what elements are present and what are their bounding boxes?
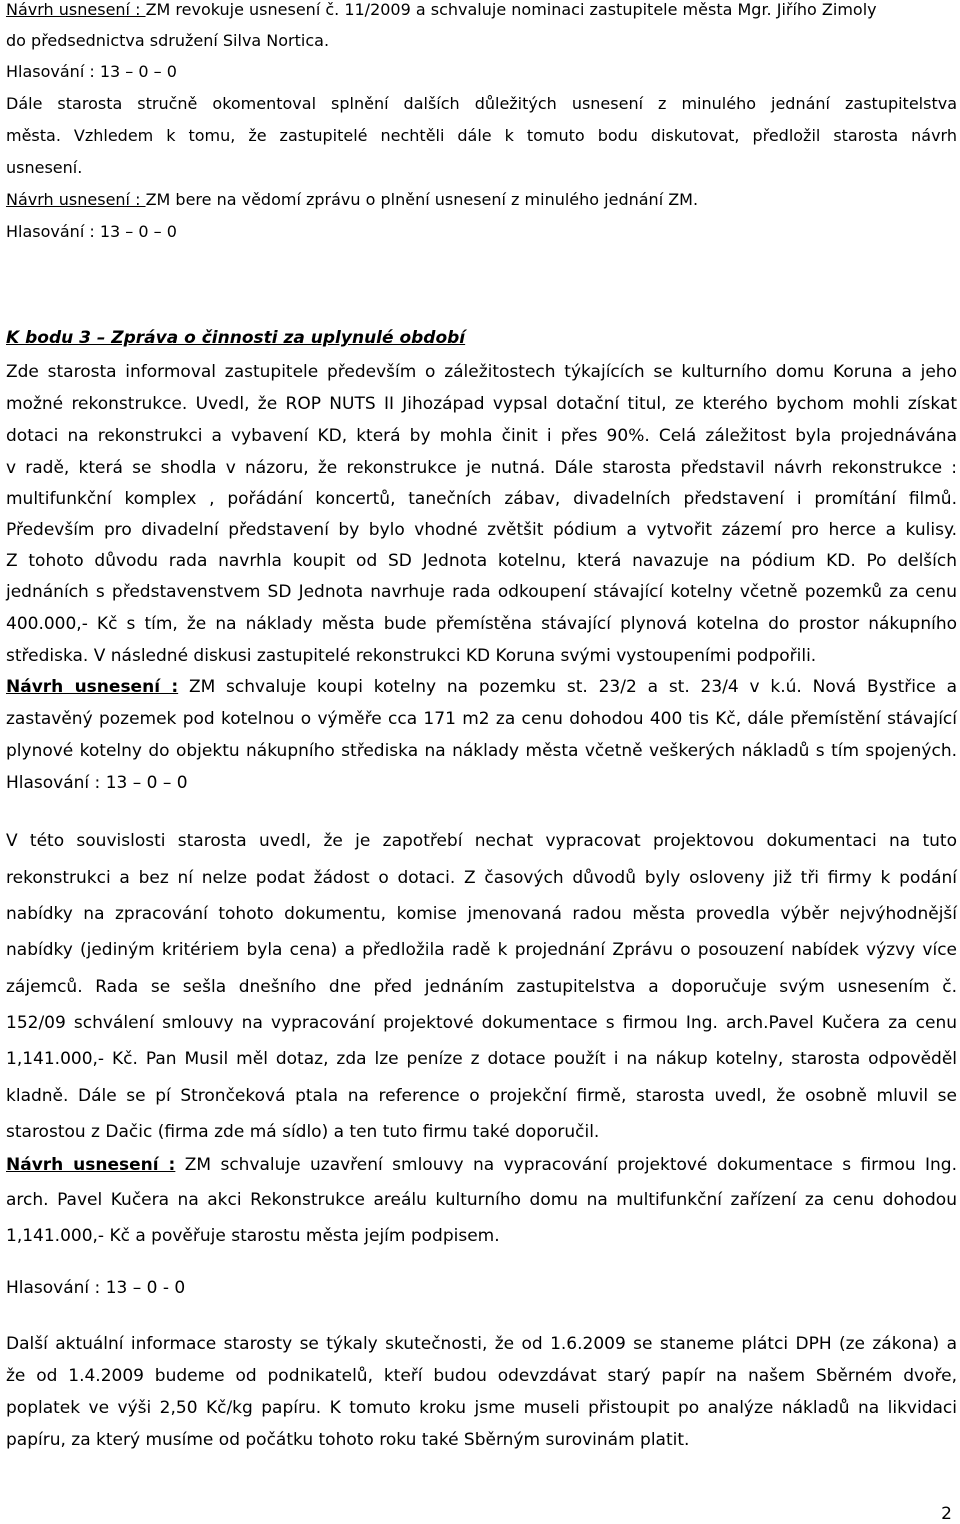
- line-text: Hlasování : 13 – 0 – 0: [6, 62, 177, 81]
- text-line: [6, 773, 957, 793]
- text-line: [6, 1430, 957, 1450]
- text-line: [6, 62, 957, 82]
- text-line: [6, 904, 957, 924]
- text-line: [6, 190, 957, 210]
- text-line: [6, 582, 957, 602]
- text-line: [6, 977, 957, 997]
- line-text: nabídky na zpracování tohoto dokumentu, komise jmenovaná radou města provedla výběr nejvýhodnější: [6, 904, 957, 924]
- line-text: Zde starosta informoval zastupitele především o záležitostech týkajících se kulturního domu Koruna a jeho: [6, 362, 957, 382]
- text-line: [6, 520, 957, 540]
- text-line: [6, 646, 957, 666]
- line-text: 152/09 schválení smlouvy na vypracování projektové dokumentace s firmou Ing. arch.Pavel Kučera za cenu: [6, 1013, 957, 1033]
- text-line: [6, 551, 957, 571]
- line-text: že od 1.4.2009 budeme od podnikatelů, kteří budou odevzdávat starý papír na našem Sběrném dvoře,: [6, 1366, 957, 1386]
- line-text: ZM bere na vědomí zprávu o plnění usnesení z minulého jednání ZM.: [145, 190, 699, 209]
- text-line: [6, 1334, 957, 1354]
- text-line: [6, 741, 957, 761]
- line-text: V této souvislosti starosta uvedl, že je zapotřebí nechat vypracovat projektovou dokumentaci na tuto: [6, 831, 957, 851]
- line-text: ZM schvaluje uzavření smlouvy na vypracování projektové dokumentace s firmou Ing.: [175, 1155, 957, 1175]
- text-line: [6, 1278, 957, 1298]
- resolution-label: Návrh usnesení :: [6, 1155, 176, 1175]
- line-text: Především pro divadelní představení by bylo vhodné zvětšit pódium a vytvořit zázemí pro herce a kulisy.: [6, 520, 957, 540]
- resolution-label: Návrh usnesení :: [6, 677, 179, 697]
- text-line: [6, 158, 957, 178]
- text-line: [6, 1013, 957, 1033]
- line-text: Hlasování : 13 – 0 – 0: [6, 773, 188, 793]
- line-text: rekonstrukci a bez ní nelze podat žádost o dotaci. Z časových důvodů byly osloveny již tři firmy k podání: [6, 868, 957, 888]
- line-text: multifunkční komplex , pořádání koncertů, tanečních zábav, divadelních představení i promítání filmů.: [6, 489, 957, 509]
- text-line: [6, 1122, 957, 1142]
- line-text: papíru, za který musíme od počátku tohoto roku také Sběrným surovinám platit.: [6, 1430, 690, 1450]
- text-line: [6, 1398, 957, 1418]
- text-line: [6, 831, 957, 851]
- section-heading-text: K bodu 3 – Zpráva o činnosti za uplynulé období: [6, 328, 466, 348]
- line-text: střediska. V následné diskusi zastupitelé rekonstrukci KD Koruna svými vystoupeními podpořili.: [6, 646, 817, 666]
- text-line: [6, 1366, 957, 1386]
- line-text: Další aktuální informace starosty se týkaly skutečnosti, že od 1.6.2009 se staneme plátci DPH (ze zákona) a: [6, 1334, 957, 1354]
- page-number: 2: [941, 1504, 952, 1524]
- line-text: poplatek ve výši 2,50 Kč/kg papíru. K tomuto kroku jsme museli přistoupit po analýze nákladů na likvidaci: [6, 1398, 957, 1418]
- line-text: starostou z Dačic (firma zde má sídlo) a ten tuto firmu také doporučil.: [6, 1122, 600, 1142]
- line-text: ZM schvaluje koupi kotelny na pozemku st. 23/2 a st. 23/4 v k.ú. Nová Bystřice a: [178, 677, 957, 697]
- line-text: kladně. Dále se pí Strončeková ptala na reference o projekční firmě, starosta uvedl, že osobně mluvil se: [6, 1086, 957, 1106]
- text-line: [6, 868, 957, 888]
- line-text: zastavěný pozemek pod kotelnou o výměře cca 171 m2 za cenu dohodou 400 tis Kč, dále přemístění stávající: [6, 709, 957, 729]
- line-text: nabídky (jediným kritériem byla cena) a předložila radě k projednání Zprávu o posouzení nabídek výzvy více: [6, 940, 957, 960]
- text-line: [6, 394, 957, 414]
- line-text: Z tohoto důvodu rada navrhla koupit od SD Jednota kotelnu, která navazuje na pódium KD. Po delších: [6, 551, 957, 571]
- line-text: možné rekonstrukce. Uvedl, že ROP NUTS II Jihozápad vypsal dotační titul, ze kterého bychom mohli získat: [6, 394, 957, 414]
- line-text: arch. Pavel Kučera na akci Rekonstrukce areálu kulturního domu na multifunkční zařízení za cenu dohodou: [6, 1190, 957, 1210]
- resolution-label: Návrh usnesení :: [6, 0, 146, 19]
- section-heading: [6, 328, 957, 348]
- text-line: [6, 489, 957, 509]
- text-line: [6, 0, 957, 20]
- line-text: jednáních s představenstvem SD Jednota navrhuje rada odkoupení stávající kotelny včetně pozemků za cenu: [6, 582, 957, 602]
- text-line: [6, 709, 957, 729]
- line-text: plynové kotelny do objektu nákupního střediska na náklady města včetně veškerých nákladů s tím spojených.: [6, 741, 957, 761]
- text-line: [6, 31, 957, 51]
- text-line: [6, 1226, 957, 1246]
- text-line: [6, 677, 957, 697]
- text-line: [6, 614, 957, 634]
- line-text: 1,141.000,- Kč. Pan Musil měl dotaz, zda lze peníze z dotace použít i na nákup kotelny, starosta odpověděl: [6, 1049, 957, 1069]
- text-line: [6, 126, 957, 146]
- line-text: 400.000,- Kč s tím, že na náklady města bude přemístěna stávající plynová kotelna do prostor nákupního: [6, 614, 957, 634]
- line-text: v radě, která se shodla v názoru, že rekonstrukce je nutná. Dále starosta představil návrh rekonstrukce :: [6, 458, 957, 478]
- line-text: do předsednictva sdružení Silva Nortica.: [6, 31, 330, 50]
- line-text: 1,141.000,- Kč a pověřuje starostu města jejím podpisem.: [6, 1226, 500, 1246]
- text-line: [6, 1155, 957, 1175]
- line-text: Hlasování : 13 – 0 – 0: [6, 222, 177, 241]
- line-text: ZM revokuje usnesení č. 11/2009 a schvaluje nominaci zastupitele města Mgr. Jiřího Zimoly: [145, 0, 877, 19]
- text-line: [6, 1190, 957, 1210]
- text-line: [6, 940, 957, 960]
- resolution-label: Návrh usnesení :: [6, 190, 146, 209]
- text-line: [6, 458, 957, 478]
- line-text: zájemců. Rada se sešla dnešního dne před jednáním zastupitelstva a doporučuje svým usnesením č.: [6, 977, 957, 997]
- line-text: Hlasování : 13 – 0 - 0: [6, 1278, 186, 1298]
- line-text: Dále starosta stručně okomentoval splnění dalších důležitých usnesení z minulého jednání zastupitelstva: [6, 94, 957, 113]
- line-text: dotaci na rekonstrukci a vybavení KD, která by mohla činit i přes 90%. Celá záležitost byla projednávána: [6, 426, 957, 446]
- text-line: [6, 222, 957, 242]
- line-text: města. Vzhledem k tomu, že zastupitelé nechtěli dále k tomuto bodu diskutovat, předložil starosta návrh: [6, 126, 957, 145]
- text-line: [6, 1086, 957, 1106]
- text-line: [6, 94, 957, 114]
- line-text: usnesení.: [6, 158, 83, 177]
- text-line: [6, 362, 957, 382]
- text-line: [6, 1049, 957, 1069]
- text-line: [6, 426, 957, 446]
